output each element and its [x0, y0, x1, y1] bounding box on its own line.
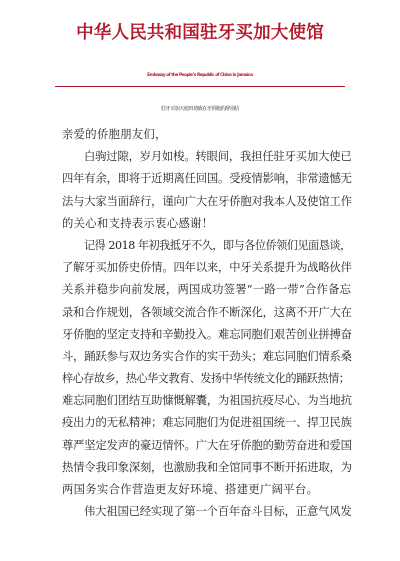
paragraph-2-line: 梓心存故乡，热心华文教育、发扬中华传统文化的踊跃热情；	[62, 372, 350, 386]
embassy-name-english: Embassy of the People’s Republic of China in Jamaica	[147, 72, 253, 77]
paragraph-1-line: 法与大家当面辞行，谨向广大在牙侨胞对我本人及使馆工作	[62, 194, 352, 208]
letter-title: 驻牙买加大使田琦致在牙侨胞的辞别信	[160, 106, 240, 112]
paragraph-1-line: 四年有余，即将于近期离任回国。受疫情影响，非常遗憾无	[62, 172, 352, 186]
paragraph-2-line: 两国务实合作营造更友好环境、搭建更广阔平台。	[62, 483, 319, 496]
paragraph-2-line: 牙侨胞的坚定支持和辛勤投入。难忘同胞们艰苦创业拼搏奋	[62, 327, 352, 341]
paragraph-2-line: 关系并稳步向前发展，两国成功签署“一路一带”合作备忘	[62, 283, 352, 297]
paragraph-2-line: 了解牙买加侨史侨情。四年以来，中牙关系提升为战略伙伴	[62, 261, 352, 275]
paragraph-2-line: 热情令我印象深刻，也激励我和全馆同事不断开拓进取，为	[62, 460, 352, 474]
letter-body	[62, 124, 352, 523]
paragraph-2-line: 疫出力的无私精神；难忘同胞们为促进祖国统一、捍卫民族	[62, 416, 352, 430]
paragraph-2-line: 尊严坚定发声的豪迈情怀。广大在牙侨胞的勤劳奋进和爱国	[62, 438, 352, 452]
embassy-name-chinese: 中华人民共和国驻牙买加大使馆	[76, 23, 324, 43]
header-divider	[55, 86, 345, 87]
paragraph-2-line: 记得 2018 年初我抵牙不久，即与各位侨领们见面恳谈，	[84, 238, 351, 252]
paragraph-1-line: 白驹过隙，岁月如梭。转眼间，我担任驻牙买加大使已	[84, 150, 352, 164]
paragraph-2-line: 录和合作规划，各领域交流合作不断深化，这离不开广大在	[62, 305, 352, 319]
salutation-line: 亲爱的侨胞朋友们，	[62, 128, 167, 141]
paragraph-2-line: 难忘同胞们团结互助慷慨解囊，为祖国抗疫尽心、为当地抗	[62, 394, 352, 408]
paragraph-2-line: 斗，踊跃参与双边务实合作的实干劲头；难忘同胞们情系桑	[62, 349, 352, 363]
paragraph-3-line: 伟大祖国已经实现了第一个百年奋斗目标，正意气风发	[84, 505, 352, 519]
paragraph-1-line: 的关心和支持表示衷心感谢！	[62, 216, 214, 230]
